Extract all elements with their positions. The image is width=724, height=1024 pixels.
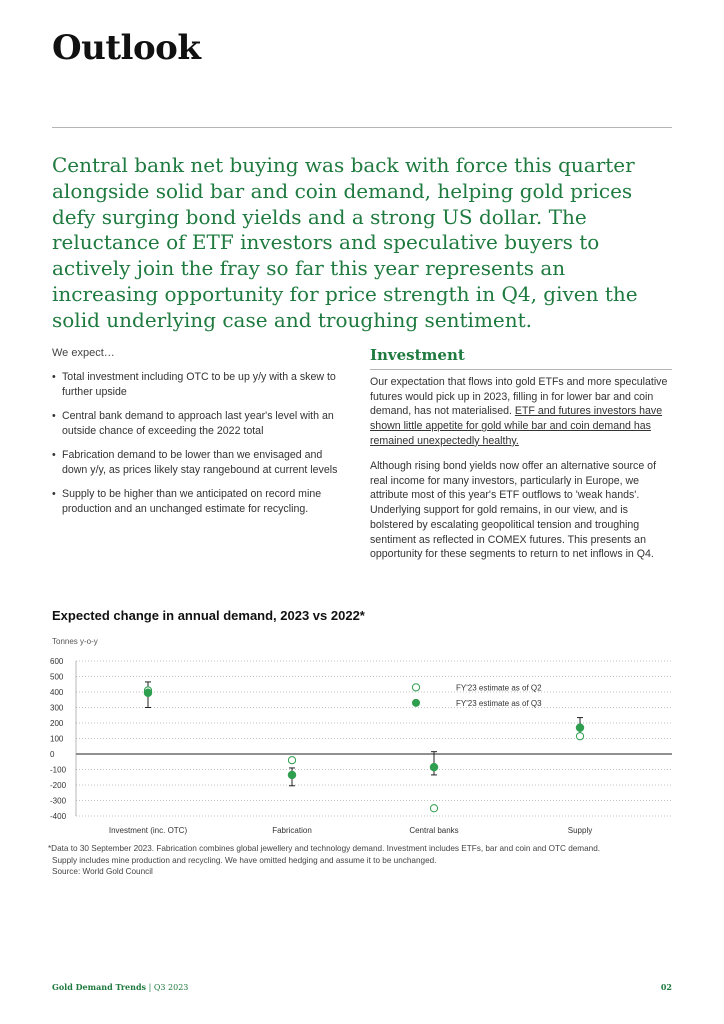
investment-heading: Investment bbox=[370, 346, 465, 364]
footnote-line-1: *Data to 30 September 2023. Fabrication combines global jewellery and technology demand. Investment includes ETFs, bar and coin and OTC demand. bbox=[48, 844, 601, 853]
y-tick-label: -100 bbox=[50, 765, 67, 775]
y-axis-label: Tonnes y-o-y bbox=[52, 637, 98, 646]
y-tick-label: 600 bbox=[50, 657, 64, 666]
y-tick-label: -400 bbox=[50, 812, 67, 821]
footer-brand-name: Gold Demand Trends bbox=[52, 982, 147, 992]
legend-q3-label: FY'23 estimate as of Q3 bbox=[456, 698, 542, 708]
footer-brand bbox=[52, 982, 188, 992]
footer-separator: | bbox=[148, 983, 152, 992]
intro-paragraph: Central bank net buying was back with force this quarter alongside solid bar and coin demand, helping gold prices defy surging bond yields and a strong US dollar. The reluctance of ETF investors and speculative buyers to actively join the fray so far this year represents an increasing opportunity for price strength in Q4, given the solid underlying case and troughing sentiment. bbox=[52, 153, 638, 332]
point-q3-estimate bbox=[430, 763, 438, 771]
page-number: 02 bbox=[660, 982, 672, 992]
investment-paragraph-1-text: Our expectation that flows into gold ETFs and more speculative futures would pick up in 2023, filling in for lower bar and coin demand, has not materialised. bbox=[370, 376, 668, 418]
investment-paragraph-1-underlined: ETF and futures investors have shown little appetite for gold while bar and coin demand has remained unexpectedly healthy. bbox=[370, 405, 663, 447]
y-tick-label: 200 bbox=[50, 719, 64, 728]
x-category-label: Fabrication bbox=[272, 826, 312, 835]
footnote-source: Source: World Gold Council bbox=[52, 867, 153, 876]
expect-heading: We expect… bbox=[52, 347, 115, 359]
point-q3-estimate bbox=[576, 724, 584, 732]
expect-item: • Central bank demand to approach last year's level with an outside chance of exceeding the 2022 total bbox=[52, 409, 342, 438]
expect-item: • Fabrication demand to be lower than we envisaged and down y/y, as prices likely stay rangebound at current levels bbox=[52, 448, 342, 477]
y-tick-label: -300 bbox=[50, 796, 67, 806]
legend-q2-label: FY'23 estimate as of Q2 bbox=[456, 683, 542, 693]
y-tick-label: 100 bbox=[50, 734, 64, 744]
point-q2-estimate bbox=[430, 805, 437, 812]
expect-item: • Total investment including OTC to be up y/y with a skew to further upside bbox=[52, 370, 342, 399]
y-tick-label: 500 bbox=[50, 672, 64, 682]
footnote-line-2: Supply includes mine production and recycling. We have omitted hedging and assume it to be unchanged. bbox=[52, 855, 437, 865]
y-tick-label: -200 bbox=[50, 781, 67, 790]
point-q3-estimate bbox=[144, 689, 152, 697]
footer-period: Q3 2023 bbox=[153, 983, 189, 992]
demand-chart bbox=[0, 630, 724, 840]
x-category-label: Supply bbox=[567, 826, 593, 835]
expect-list bbox=[52, 370, 342, 526]
page-title: Outlook bbox=[52, 28, 201, 68]
legend-hollow-marker bbox=[412, 684, 419, 691]
title-divider bbox=[52, 127, 672, 128]
x-category-label: Investment (inc. OTC) bbox=[108, 826, 188, 835]
point-q2-estimate bbox=[288, 757, 295, 764]
x-category-label: Central banks bbox=[409, 826, 459, 835]
y-tick-label: 0 bbox=[50, 750, 55, 759]
chart-footnote bbox=[48, 843, 668, 878]
y-tick-label: 300 bbox=[50, 703, 64, 713]
point-q2-estimate bbox=[576, 733, 583, 740]
y-tick-label: 400 bbox=[50, 688, 64, 697]
expect-item: • Supply to be higher than we anticipated on record mine production and an unchanged estimate for recycling. bbox=[52, 487, 342, 516]
point-q3-estimate bbox=[288, 771, 296, 779]
investment-paragraph-2: Although rising bond yields now offer an alternative source of real income for many investors, particularly in Europe, we attribute most of this year's ETF outflows to 'weak hands'. Underlying support for gold remains, in our view, and is bolstered by escalating geopolitical tension and troughing sentiment as reflected in COMEX futures. This presents an opportunity for these segments to return to net inflows in Q4. bbox=[370, 460, 657, 561]
investment-divider bbox=[370, 369, 672, 370]
legend-filled-marker bbox=[412, 699, 420, 707]
chart-title: Expected change in annual demand, 2023 vs 2022* bbox=[52, 608, 365, 623]
investment-paragraph-1 bbox=[370, 375, 672, 449]
